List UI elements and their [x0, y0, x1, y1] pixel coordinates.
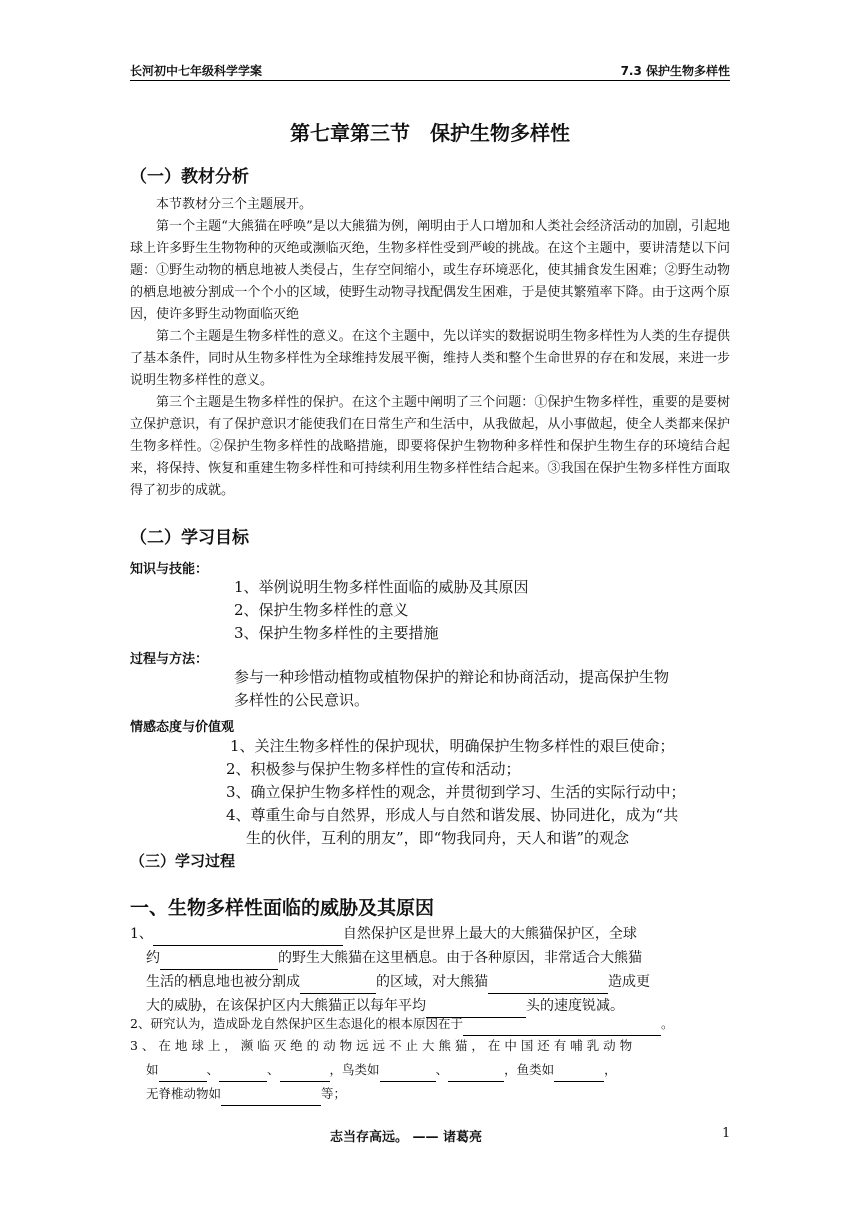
- q3-text: ，鸟类如: [329, 1062, 380, 1077]
- knowledge-item: 1、举例说明生物多样性面临的威胁及其原因: [234, 578, 529, 596]
- page-number: 1: [722, 1126, 731, 1141]
- q1-text: 约: [146, 950, 160, 966]
- method-label: 过程与方法：: [130, 652, 209, 667]
- q1-text: 自然保护区是世界上最大的大熊猫保护区，全球: [342, 926, 637, 942]
- q3-text: 如: [146, 1062, 159, 1077]
- q3-text: ，: [604, 1062, 617, 1077]
- page-header: [130, 60, 730, 81]
- header-left: 长河初中七年级科学学案: [130, 64, 263, 78]
- analysis-paragraph: 本节教材分三个主题展开。: [156, 197, 313, 212]
- q3-text: 、: [435, 1062, 449, 1077]
- q3-blank[interactable]: [159, 1065, 207, 1082]
- method-line: 参与一种珍惜动植物或植物保护的辩论和协商活动，提高保护生物: [234, 668, 670, 686]
- q1-blank[interactable]: [300, 977, 376, 994]
- attitude-item: 4、尊重生命与自然界，形成人与自然和谐发展、协同进化，成为“共: [226, 806, 679, 824]
- attitude-item: 3、确立保护生物多样性的观念，并贯彻到学习、生活的实际行动中；: [226, 783, 686, 801]
- q3-blank[interactable]: [554, 1065, 604, 1082]
- q3-text: 无脊椎动物如: [146, 1086, 222, 1101]
- q2-text: 2、研究认为，造成卧龙自然保护区生态退化的根本原因在于: [130, 1016, 463, 1031]
- q3-text: 等；: [321, 1086, 347, 1101]
- part1-heading: 一、生物多样性面临的威胁及其原因: [130, 897, 435, 919]
- q1-text: 1、: [130, 926, 153, 942]
- analysis-paragraph: 第三个主题是生物多样性的保护。在这个主题中阐明了三个问题：①保护生物多样性，重要的是要树立保护意识，有了保护意识才能使我们在日常生产和生活中，从我做起，从小事做起，使全人类都来保护生物多样性。②保护生物多样性的战略措施，即要将保护生物物种多样性和保护生物生存的环境结合起来，将保持、恢复和重建生物多样性和可持续利用生物多样性结合起来。③我国在保护生物多样性方面取得了初步的成就。: [130, 395, 730, 498]
- section-process: （三）学习过程: [130, 852, 236, 870]
- attitude-item: 生的伙伴，互利的朋友”，即“物我同舟，天人和谐”的观念: [246, 829, 630, 847]
- knowledge-item: 3、保护生物多样性的主要措施: [234, 624, 439, 642]
- section-goals: （二）学习目标: [130, 528, 249, 548]
- attitude-label: 情感态度与价值观: [130, 720, 235, 735]
- q1-blank[interactable]: [160, 953, 278, 970]
- attitude-item: 1、关注生物多样性的保护现状，明确保护生物多样性的艰巨使命；: [230, 737, 675, 755]
- page-title: 第七章第三节 保护生物多样性: [290, 121, 570, 145]
- q3-blank[interactable]: [380, 1065, 436, 1082]
- q3-text: 、: [206, 1062, 220, 1077]
- footer-quote: 志当存高远。 —— 诸葛亮: [330, 1130, 483, 1145]
- q3-blank[interactable]: [219, 1065, 267, 1082]
- q3-blank[interactable]: [280, 1065, 330, 1082]
- method-line: 多样性的公民意识。: [234, 691, 370, 709]
- q1-text: 大的威胁，在该保护区内大熊猫正以每年平均: [146, 998, 426, 1014]
- q3-line: 3 、 在 地 球 上 ， 濒 临 灭 绝 的 动 物 远 远 不 止 大 熊 猫 ， 在 中 国 还 有 哺 乳 动 物: [130, 1038, 633, 1053]
- knowledge-item: 2、保护生物多样性的意义: [234, 601, 409, 619]
- q1-blank[interactable]: [488, 977, 608, 994]
- q3-text: ，鱼类如: [504, 1062, 555, 1077]
- question-2: [130, 1012, 730, 1036]
- q1-text: 生活的栖息地也被分割成: [146, 974, 300, 990]
- q1-blank[interactable]: [153, 929, 343, 946]
- q2-text: 。: [660, 1016, 674, 1031]
- q1-text: 头的速度锐减。: [526, 998, 624, 1014]
- q3-blank[interactable]: [448, 1065, 504, 1082]
- q3-blank[interactable]: [221, 1089, 321, 1106]
- question-3: [130, 1034, 730, 1106]
- analysis-paragraph: 第一个主题“大熊猫在呼唤”是以大熊猫为例，阐明由于人口增加和人类社会经济活动的加剧，引起地球上许多野生生物物种的灭绝或濒临灭绝，生物多样性受到严峻的挑战。在这个主题中，要讲清楚以下问题：①野生动物的栖息地被人类侵占，生存空间缩小，或生存环境恶化，使其捕食发生困难；②野生动物的栖息地被分割成一个个小的区域，使野生动物寻找配偶发生困难，于是使其繁殖率下降。由于这两个原因，使许多野生动物面临灭绝: [130, 219, 730, 322]
- analysis-body: [130, 194, 730, 502]
- q1-text: 的区域，对大熊猫: [376, 974, 488, 990]
- question-1: [130, 922, 730, 1018]
- attitude-item: 2、积极参与保护生物多样性的宣传和活动；: [226, 760, 521, 778]
- header-right: 7.3 保护生物多样性: [620, 64, 730, 78]
- q1-text: 的野生大熊猫在这里栖息。由于各种原因，非常适合大熊猫: [278, 950, 642, 966]
- knowledge-label: 知识与技能：: [130, 562, 209, 577]
- q1-text: 造成更: [608, 974, 650, 990]
- section-analysis: （一）教材分析: [130, 167, 249, 187]
- analysis-paragraph: 第二个主题是生物多样性的意义。在这个主题中，先以详实的数据说明生物多样性为人类的生存提供了基本条件，同时从生物多样性为全球维持发展平衡，维持人类和整个生命世界的存在和发展，来进一步说明生物多样性的意义。: [130, 329, 730, 388]
- q3-text: 、: [267, 1062, 280, 1077]
